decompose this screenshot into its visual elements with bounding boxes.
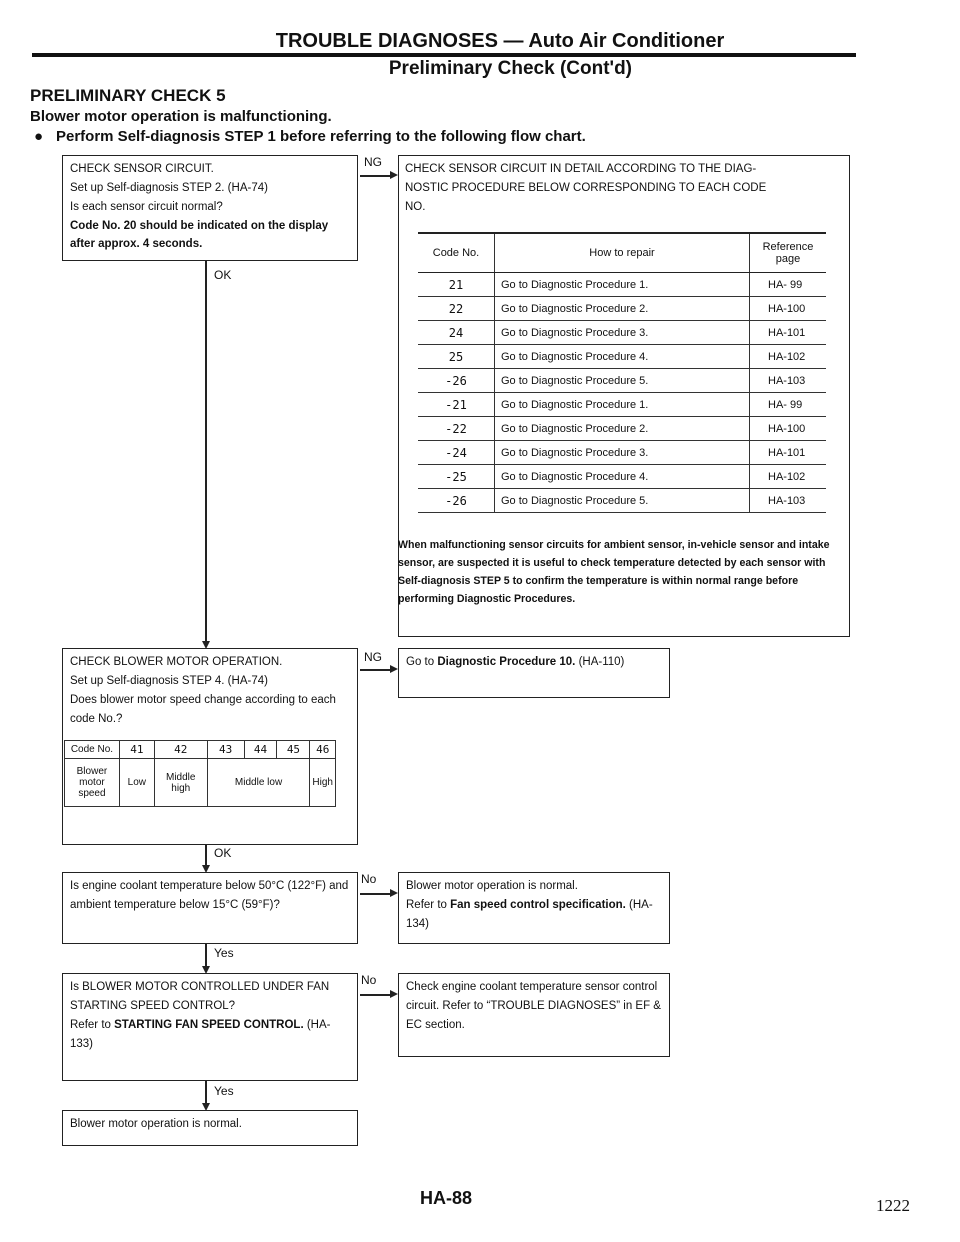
- sheet-number: 1222: [876, 1196, 910, 1215]
- code-cell: 24: [418, 321, 495, 345]
- speed-code-cell: 43: [207, 741, 244, 759]
- table-row: [418, 393, 826, 417]
- box1-line4: Code No. 20 should be indicated on the display after approx. 4 seconds.: [70, 220, 329, 250]
- arrow-right-icon: [390, 990, 398, 998]
- repair-cell: Go to Diagnostic Procedure 5.: [495, 489, 750, 513]
- normal1-line1: Blower motor operation is normal.: [406, 880, 578, 892]
- ok-label-2: OK: [214, 846, 232, 860]
- speed-code-row: [65, 741, 336, 759]
- arrow-right-icon: [390, 171, 398, 179]
- instruction-text: Perform Self-diagnosis STEP 1 before referring to the following flow chart.: [56, 128, 586, 145]
- normal1-refer: [406, 896, 662, 934]
- code-header: Code No.: [418, 233, 495, 273]
- yes-label-2: Yes: [214, 1084, 234, 1098]
- header-rule: [32, 53, 856, 57]
- speed-value-row: [65, 759, 336, 807]
- repair-cell: Go to Diagnostic Procedure 5.: [495, 369, 750, 393]
- code-cell: 22: [418, 297, 495, 321]
- blower-normal-spec-box: [398, 872, 670, 944]
- final-text: Blower motor operation is normal.: [70, 1118, 242, 1130]
- box1-line3: Is each sensor circuit normal?: [70, 201, 223, 213]
- code-table-header-row: [418, 233, 826, 273]
- code-cell: 21: [418, 273, 495, 297]
- code-cell: -26: [418, 489, 495, 513]
- box4-prefix: Refer to: [70, 1019, 115, 1031]
- repair-header: How to repair: [495, 233, 750, 273]
- blower-speed-table: [64, 740, 336, 807]
- speed-cell: Middle high: [154, 759, 207, 807]
- yes-connector-1: [205, 944, 207, 966]
- intro-text: Blower motor operation is malfunctioning.: [30, 108, 332, 125]
- code-no-label: Code No.: [65, 741, 120, 759]
- code-cell: -26: [418, 369, 495, 393]
- no-label-1: No: [361, 872, 377, 886]
- coolant-sensor-check-box: [398, 973, 670, 1057]
- fan-starting-speed-question-box: [62, 973, 358, 1081]
- proc10-prefix: Go to: [406, 656, 438, 668]
- box3-text: Is engine coolant temperature below 50°C (122°F) and ambient temperature below 15°C (59°F)?: [70, 880, 349, 911]
- yes-label-1: Yes: [214, 946, 234, 960]
- ng-connector-2: [360, 669, 390, 671]
- box1-line1: CHECK SENSOR CIRCUIT.: [70, 163, 214, 175]
- ng-connector-1: [360, 175, 390, 177]
- ok-connector-1: [205, 261, 207, 641]
- yes-connector-2: [205, 1081, 207, 1103]
- repair-cell: Go to Diagnostic Procedure 2.: [495, 297, 750, 321]
- sensor-note: When malfunctioning sensor circuits for ambient sensor, in-vehicle sensor and intake sensor, are suspected it is useful to check temperature detected by each sensor with Self-diagnosis STEP 5 to confirm the temperature is within normal range before performing Diagnostic Procedures.: [398, 539, 830, 605]
- reference-cell: HA-102: [750, 345, 827, 369]
- page-header-title: TROUBLE DIAGNOSES — Auto Air Conditioner: [275, 30, 725, 52]
- table-row: [418, 441, 826, 465]
- reference-cell: HA-100: [750, 417, 827, 441]
- check-sensor-circuit-box: [62, 155, 358, 261]
- proc10-suffix: (HA-110): [575, 656, 625, 668]
- speed-cell: Middle low: [207, 759, 310, 807]
- arrow-right-icon: [390, 665, 398, 673]
- proc10-bold: Diagnostic Procedure 10.: [437, 656, 576, 668]
- reference-header: Reference page: [750, 233, 827, 273]
- coolant-temperature-question-box: [62, 872, 358, 944]
- reference-cell: HA-103: [750, 489, 827, 513]
- reference-cell: HA-100: [750, 297, 827, 321]
- code-cell: 25: [418, 345, 495, 369]
- detail-line2: NOSTIC PROCEDURE BELOW CORRESPONDING TO EACH CODE: [405, 182, 767, 194]
- table-row: [418, 273, 826, 297]
- table-row: [418, 369, 826, 393]
- no-label-2: No: [361, 973, 377, 987]
- repair-cell: Go to Diagnostic Procedure 1.: [495, 393, 750, 417]
- repair-cell: Go to Diagnostic Procedure 3.: [495, 441, 750, 465]
- reference-cell: HA- 99: [750, 273, 827, 297]
- no-connector-1: [360, 893, 390, 895]
- box2-line3: Does blower motor speed change according to each code No.?: [70, 694, 336, 725]
- table-row: [418, 297, 826, 321]
- detail-line3: NO.: [405, 201, 426, 213]
- box4-suffix: (HA-133): [70, 1019, 331, 1050]
- table-row: [418, 321, 826, 345]
- box2-line2: Set up Self-diagnosis STEP 4. (HA-74): [70, 675, 268, 687]
- speed-code-cell: 42: [154, 741, 207, 759]
- table-row: [418, 489, 826, 513]
- repair-cell: Go to Diagnostic Procedure 1.: [495, 273, 750, 297]
- box4-refer: [70, 1016, 350, 1054]
- table-row: [418, 345, 826, 369]
- ok-connector-2: [205, 845, 207, 865]
- normal1-prefix: Refer to: [406, 899, 451, 911]
- repair-cell: Go to Diagnostic Procedure 2.: [495, 417, 750, 441]
- coolant-text: Check engine coolant temperature sensor control circuit. Refer to “TROUBLE DIAGNOSES” in EF & EC section.: [406, 981, 661, 1031]
- arrow-right-icon: [390, 889, 398, 897]
- ok-label-1: OK: [214, 268, 232, 282]
- reference-cell: HA-101: [750, 321, 827, 345]
- bullet-icon: ●: [34, 128, 44, 145]
- speed-code-cell: 44: [244, 741, 277, 759]
- blower-normal-final-box: [62, 1110, 358, 1146]
- normal1-suffix: (HA-134): [406, 899, 653, 930]
- code-cell: -25: [418, 465, 495, 489]
- instruction-line: [34, 128, 586, 145]
- diagnostic-procedure-10-box: [398, 648, 670, 698]
- reference-cell: HA-101: [750, 441, 827, 465]
- reference-cell: HA- 99: [750, 393, 827, 417]
- speed-cell: Low: [119, 759, 154, 807]
- ng-label-2: NG: [364, 650, 382, 664]
- table-row: [418, 465, 826, 489]
- page-number: HA-88: [420, 1188, 473, 1208]
- detail-line1: CHECK SENSOR CIRCUIT IN DETAIL ACCORDING TO THE DIAG-: [405, 163, 757, 175]
- repair-cell: Go to Diagnostic Procedure 3.: [495, 321, 750, 345]
- speed-code-cell: 46: [310, 741, 336, 759]
- section-title: PRELIMINARY CHECK 5: [30, 86, 226, 105]
- box4-line1: Is BLOWER MOTOR CONTROLLED UNDER FAN STARTING SPEED CONTROL?: [70, 981, 330, 1012]
- table-row: [418, 417, 826, 441]
- normal1-bold: Fan speed control specification.: [450, 899, 626, 911]
- speed-cell: High: [310, 759, 336, 807]
- box4-bold: STARTING FAN SPEED CONTROL.: [114, 1019, 304, 1031]
- speed-code-cell: 41: [119, 741, 154, 759]
- reference-cell: HA-103: [750, 369, 827, 393]
- box2-line1: CHECK BLOWER MOTOR OPERATION.: [70, 656, 283, 668]
- code-table: [418, 232, 826, 513]
- repair-cell: Go to Diagnostic Procedure 4.: [495, 345, 750, 369]
- no-connector-2: [360, 994, 390, 996]
- speed-code-cell: 45: [277, 741, 310, 759]
- ng-label-1: NG: [364, 155, 382, 169]
- page-header-subtitle: Preliminary Check (Cont'd): [388, 58, 632, 79]
- blower-speed-label: Blower motor speed: [65, 759, 120, 807]
- repair-cell: Go to Diagnostic Procedure 4.: [495, 465, 750, 489]
- code-cell: -21: [418, 393, 495, 417]
- code-cell: -24: [418, 441, 495, 465]
- box1-line2: Set up Self-diagnosis STEP 2. (HA-74): [70, 182, 268, 194]
- reference-cell: HA-102: [750, 465, 827, 489]
- code-cell: -22: [418, 417, 495, 441]
